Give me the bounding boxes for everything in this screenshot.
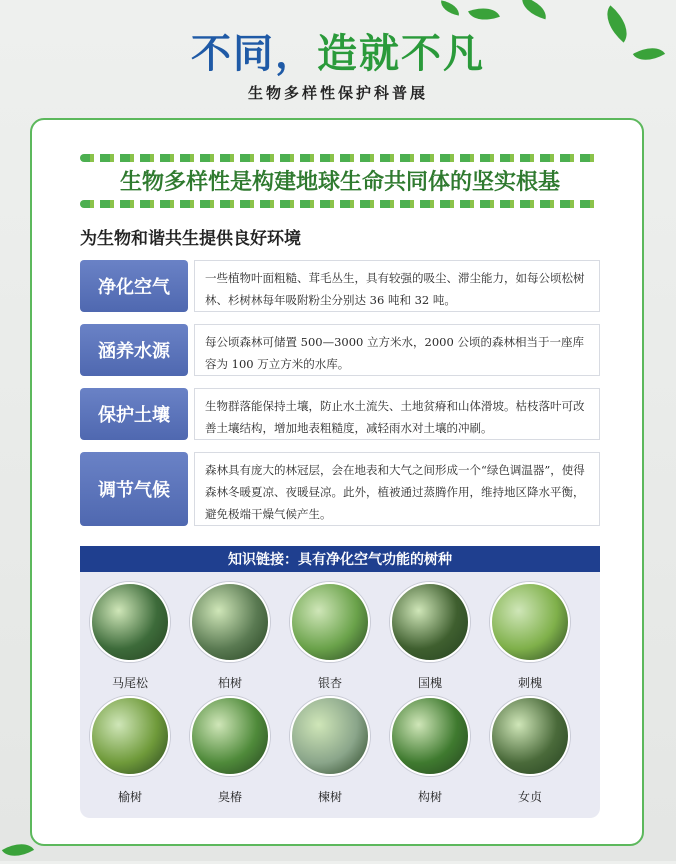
tree-photo — [190, 582, 270, 662]
title-part-1: 不同， — [191, 31, 317, 77]
banner — [80, 154, 600, 208]
title-part-2: 造就不凡 — [317, 31, 485, 77]
benefit-label: 涵养水源 — [80, 324, 188, 376]
page-subtitle: 生物多样性保护科普展 — [247, 84, 428, 102]
tree-photo — [90, 696, 170, 776]
tree-photo — [290, 696, 370, 776]
tree-photo — [390, 582, 470, 662]
tree-name: 柏树 — [217, 676, 242, 690]
benefit-text: 一些植物叶面粗糙、茸毛丛生，具有较强的吸尘、滞尘能力，如每公顷松树林、杉树林每年吸附粉尘分别达 36 吨和 32 吨。 — [194, 260, 600, 312]
tree-item — [190, 582, 270, 691]
benefit-text: 每公顷森林可储置 500—3000 立方米水，2000 公顷的森林相当于一座库容为 100 万立方米的水库。 — [194, 324, 600, 376]
tree-name: 国槐 — [417, 676, 442, 690]
tree-item — [490, 582, 570, 691]
decorative-leaf — [518, 0, 549, 19]
tree-photo — [390, 696, 470, 776]
tree-name: 榆树 — [117, 790, 142, 804]
benefit-row-climate — [80, 452, 600, 526]
page-title — [0, 22, 676, 79]
benefit-row-water — [80, 324, 600, 376]
tree-item — [290, 696, 370, 805]
section-heading: 为生物和谐共生提供良好环境 — [80, 229, 301, 249]
knowledge-panel — [80, 546, 600, 818]
content-card — [30, 118, 644, 846]
tree-name: 刺槐 — [517, 676, 542, 690]
benefit-label: 保护土壤 — [80, 388, 188, 440]
tree-item — [190, 696, 270, 805]
vine-decoration — [80, 154, 600, 162]
tree-photo — [490, 696, 570, 776]
tree-item — [390, 582, 470, 691]
benefit-label: 调节气候 — [80, 452, 188, 526]
decorative-leaf — [2, 836, 34, 864]
tree-item — [90, 696, 170, 805]
tree-photo — [190, 696, 270, 776]
tree-item — [90, 582, 170, 691]
tree-photo — [90, 582, 170, 662]
tree-name: 银杏 — [317, 676, 342, 690]
banner-title: 生物多样性是构建地球生命共同体的坚实根基 — [119, 170, 560, 195]
tree-name: 女贞 — [517, 790, 542, 804]
benefit-row-air — [80, 260, 600, 312]
tree-item — [490, 696, 570, 805]
benefit-row-soil — [80, 388, 600, 440]
tree-photo — [490, 582, 570, 662]
tree-photo — [290, 582, 370, 662]
tree-name: 马尾松 — [111, 676, 148, 690]
vine-decoration — [80, 200, 600, 208]
tree-item — [390, 696, 470, 805]
knowledge-heading: 知识链接：具有净化空气功能的树种 — [80, 546, 600, 572]
tree-name: 构树 — [417, 790, 442, 804]
tree-name: 楝树 — [317, 790, 342, 804]
tree-item — [290, 582, 370, 691]
decorative-leaf — [439, 0, 461, 15]
benefit-label: 净化空气 — [80, 260, 188, 312]
benefit-text: 生物群落能保持土壤，防止水土流失、土地贫瘠和山体滑坡。枯枝落叶可改善土壤结构，增加地表粗糙度，减轻雨水对土壤的冲刷。 — [194, 388, 600, 440]
tree-name: 臭椿 — [217, 790, 242, 804]
benefit-text: 森林具有庞大的林冠层，会在地表和大气之间形成一个“绿色调温器”，使得森林冬暖夏凉、夜暖昼凉。此外，植被通过蒸腾作用，维持地区降水平衡，避免极端干燥气候产生。 — [194, 452, 600, 526]
